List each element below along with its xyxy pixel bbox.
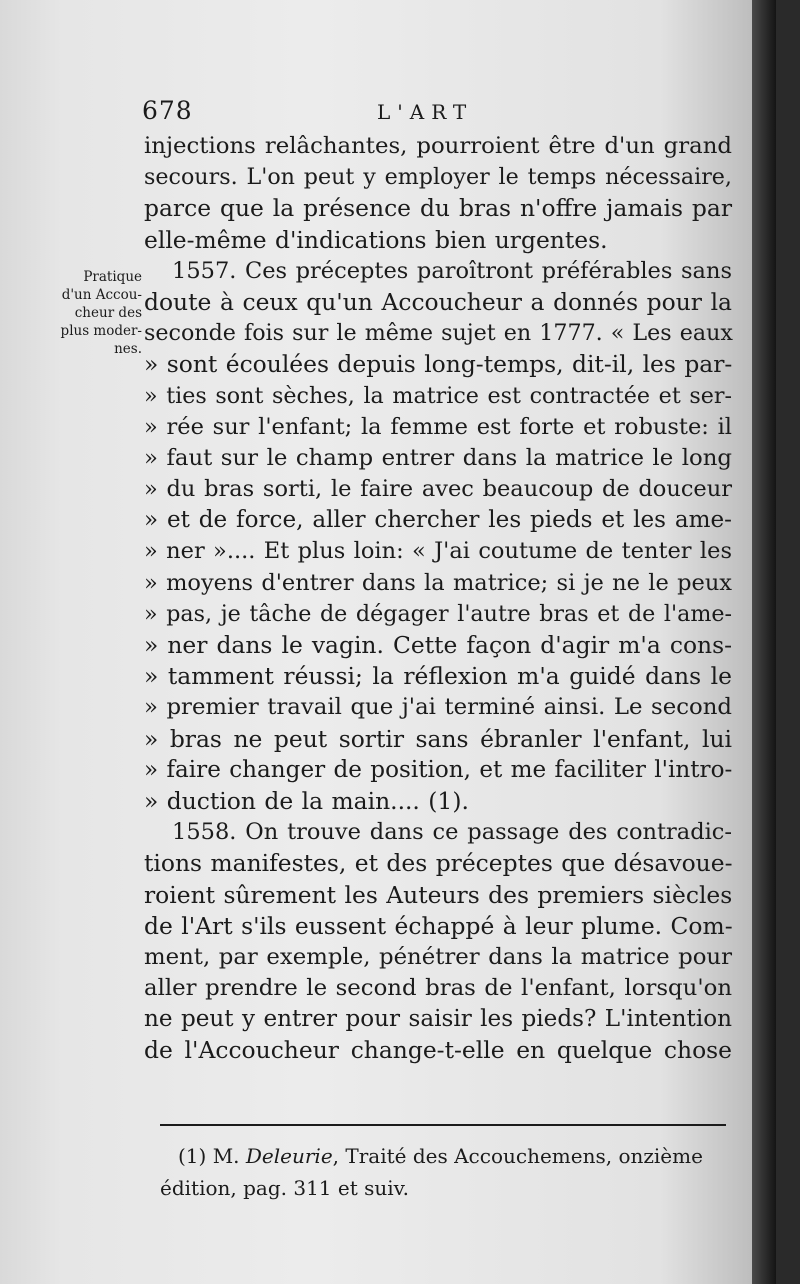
text-line: seconde fois sur le même sujet en 1777. « Les eaux — [144, 320, 733, 347]
footnote — [160, 1140, 760, 1204]
running-title: L'ART — [377, 100, 474, 124]
quote-line: » du bras sorti, le faire avec beaucoup de douceur — [144, 476, 732, 503]
margin-note — [34, 268, 142, 358]
footnote-line-1 — [160, 1140, 760, 1172]
text-line: aller prendre le second bras de l'enfant, lorsqu'on — [144, 975, 732, 1002]
paragraph-1558-start: 1558. On trouve dans ce passage des contradic- — [172, 819, 732, 846]
text-line: injections relâchantes, pourroient être d'un grand — [144, 133, 732, 159]
text-line: ment, par exemple, pénétrer dans la matrice pour — [144, 943, 732, 970]
quote-line: » rée sur l'enfant; la femme est forte et robuste: il — [144, 413, 732, 440]
quote-line: » duction de la main.... (1). — [144, 786, 469, 815]
margin-note-line: cheur des — [74, 305, 142, 321]
quote-line: » tamment réussi; la réflexion m'a guidé dans le — [144, 662, 732, 691]
text-line: de l'Accoucheur change-t-elle en quelque chose — [144, 1036, 732, 1065]
margin-note-line: plus moder- — [60, 323, 142, 339]
quote-line: » faire changer de position, et me faciliter l'intro- — [144, 756, 733, 783]
footnote-author: Deleurie — [245, 1144, 333, 1168]
text-line: doute à ceux qu'un Accoucheur a donnés pour la — [144, 287, 732, 316]
margin-note-line: Pratique — [83, 269, 142, 285]
footnote-title: , Traité des Accouchemens, onzième — [332, 1144, 703, 1168]
page-number: 678 — [142, 96, 193, 125]
text-line: secours. L'on peut y employer le temps nécessaire, — [144, 164, 732, 191]
quote-line: » et de force, aller chercher les pieds et les ame- — [144, 507, 732, 534]
page-edge-shadow — [752, 0, 776, 1284]
margin-note-line: d'un Accou- — [61, 287, 142, 303]
quote-line: » bras ne peut sortir sans ébranler l'enfant, lui — [144, 724, 732, 753]
text-line: parce que la présence du bras n'offre jamais par — [144, 194, 732, 223]
page-header — [0, 96, 776, 136]
quote-line: » moyens d'entrer dans la matrice; si je ne le peux — [144, 569, 732, 596]
footnote-marker: (1) M. — [178, 1144, 240, 1168]
footnote-rule — [160, 1124, 726, 1126]
quote-line: » ner ».... Et plus loin: « J'ai coutume de tenter les — [144, 538, 732, 565]
footnote-line-2: édition, pag. 311 et suiv. — [160, 1176, 409, 1200]
text-line: ne peut y entrer pour saisir les pieds? L'intention — [144, 1006, 732, 1033]
text-line: elle-même d'indications bien urgentes. — [144, 225, 608, 254]
text-line: tions manifestes, et des préceptes que désavoue- — [144, 849, 733, 878]
margin-note-line: nes. — [114, 341, 142, 357]
quote-line: » ties sont sèches, la matrice est contractée et ser- — [144, 382, 732, 409]
text-line: roient sûrement les Auteurs des premiers siècles — [144, 880, 733, 909]
quote-line: » premier travail que j'ai terminé ainsi. Le second — [144, 694, 732, 721]
paragraph-1557-start: 1557. Ces préceptes paroîtront préférables sans — [172, 257, 732, 284]
quote-line: » faut sur le champ entrer dans la matrice le long — [144, 444, 732, 471]
text-line: de l'Art s'ils eussent échappé à leur plume. Com- — [144, 911, 733, 940]
quote-line: » ner dans le vagin. Cette façon d'agir m'a cons- — [144, 631, 732, 659]
quote-line: » pas, je tâche de dégager l'autre bras et de l'ame- — [144, 600, 732, 627]
body-text — [144, 131, 732, 1067]
quote-line: » sont écoulées depuis long-temps, dit-il, les par- — [144, 350, 733, 379]
